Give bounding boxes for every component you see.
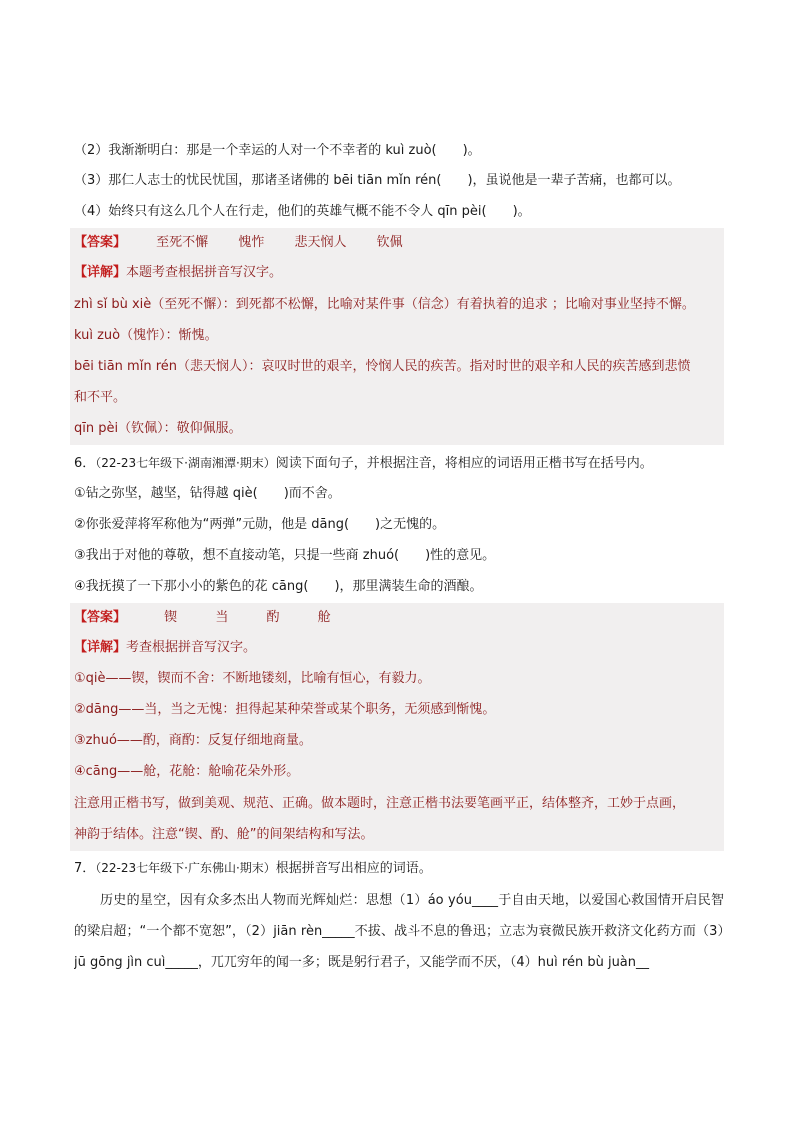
detail-tag: 【详解】	[74, 640, 127, 655]
q6-detail-line-1: ①qiè——锲，锲而不舍：不断地镂刻，比喻有恒心，有毅力。	[74, 671, 431, 686]
q6-answer-block	[70, 603, 724, 851]
answer-word: 至死不懈	[156, 235, 209, 250]
detail-tag: 【详解】	[74, 265, 127, 280]
q5-answer-line	[74, 233, 722, 253]
q6-source: （22-23七年级下·湖南湘潭·期末）	[95, 456, 276, 470]
q6-item-1: ①钻之弥坚，越坚，钻得越 qiè( )而不舍。	[74, 486, 341, 501]
q6-item-4: ④我抚摸了一下那小小的紫色的花 cāng( )，那里满装生命的酒酿。	[74, 579, 483, 594]
q5-item-3: （3）那仁人志士的忧民忧国，那诸圣诸佛的 bēi tiān mǐn rén( )，虽说他是一辈子苦痛，也都可以。	[74, 173, 681, 188]
q6-stem	[74, 453, 722, 474]
q7-number: 7．	[74, 861, 96, 876]
answer-word: 酌	[266, 610, 280, 625]
q6-item-3: ③我出于对他的尊敬，想不直接动笔，只提一些商 zhuó( )性的意见。	[74, 548, 496, 563]
answer-tag: 【答案】	[74, 235, 127, 250]
detail-intro: 考查根据拼音写汉字。	[126, 640, 257, 655]
q6-item-2: ②你张爱萍将军称他为“两弹”元勋，他是 dāng( )之无愧的。	[74, 517, 446, 532]
q7-paragraph: 历史的星空，因有众多杰出人物而光辉灿烂：思想（1）áo yóu____于自由天地，以爱国心救国情开启民智的梁启超；“一个都不宽恕”，（2）jiān rèn_____不拔、战斗不息的鲁迅；立志为衰微民族开救济文化药方而（3）jū gōng jìn cuì_____，兀兀穷年的闻一多；既是躬行君子，又能学而不厌，（4）huì rén bù juàn__	[74, 893, 724, 970]
q7-source: （22-23七年级下·广东佛山·期末）	[95, 861, 276, 875]
q6-detail-line-5b: 神韵于结体。注意“锲、酌、舱”的间架结构和写法。	[74, 827, 374, 842]
q6-detail-line-2: ②dāng——当，当之无愧：担得起某种荣誉或某个职务，无须感到惭愧。	[74, 702, 496, 717]
answer-word: 钦佩	[376, 235, 403, 250]
answer-word: 舱	[317, 610, 331, 625]
q5-detail-line-1: zhì sǐ bù xiè（至死不懈）：到死都不松懈，比喻对某件事（信念）有着执着的追求 ；比喻对事业坚持不懈。	[74, 297, 695, 312]
q6-detail-intro-line	[74, 638, 722, 658]
answer-word: 当	[215, 610, 229, 625]
q5-item-2: （2）我渐渐明白：那是一个幸运的人对一个不幸者的 kuì zuò( )。	[74, 143, 481, 158]
q5-detail-line-3a: bēi tiān mǐn rén（悲天悯人）：哀叹时世的艰辛，怜悯人民的疾苦。指对时世的艰辛和人民的疾苦感到悲愤	[74, 359, 691, 374]
q5-detail-line-4: qīn pèi（钦佩）：敬仰佩服。	[74, 421, 242, 436]
q7-stem-text: 根据拼音写出相应的词语。	[275, 861, 432, 876]
q5-detail-line-3b: 和不平。	[74, 390, 127, 405]
answer-tag: 【答案】	[74, 610, 127, 625]
q5-answer-block	[70, 228, 724, 445]
q5-item-4: （4）始终只有这么几个人在行走，他们的英雄气概不能不令人 qīn pèi( )。	[74, 204, 531, 219]
q5-detail-line-2: kuì zuò（愧怍）：惭愧。	[74, 328, 218, 343]
q5-detail-intro-line	[74, 263, 722, 283]
answer-word: 锲	[164, 610, 178, 625]
q6-detail-line-5a: 注意用正楷书写，做到美观、规范、正确。做本题时，注意正楷书法要笔画平正，结体整齐，工妙于点画，	[74, 796, 686, 811]
q7-stem	[74, 858, 722, 879]
q6-detail-line-3: ③zhuó——酌，商酌：反复仔细地商量。	[74, 733, 312, 748]
q6-number: 6．	[74, 456, 96, 471]
answer-word: 悲天悯人	[294, 235, 347, 250]
q6-answer-line	[74, 608, 722, 628]
answer-word: 愧怍	[238, 235, 265, 250]
q6-detail-line-4: ④cāng——舱，花舱：舱喻花朵外形。	[74, 764, 300, 779]
q6-stem-text: 阅读下面句子，并根据注音，将相应的词语用正楷书写在括号内。	[275, 456, 653, 471]
detail-intro: 本题考查根据拼音写汉字。	[126, 265, 283, 280]
